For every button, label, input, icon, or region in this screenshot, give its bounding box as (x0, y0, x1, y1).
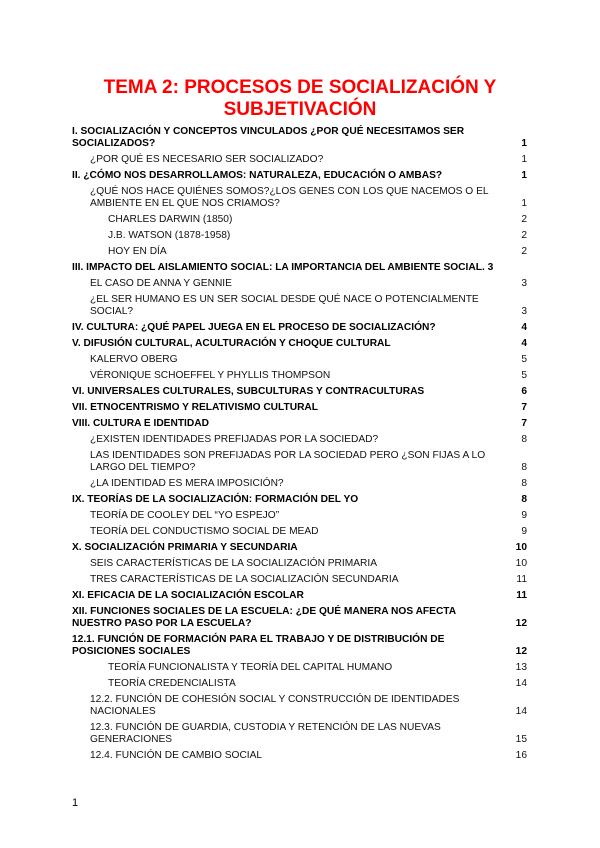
toc-entry-title: ¿EXISTEN IDENTIDADES PREFIJADAS POR LA SOCIEDAD? (90, 434, 379, 445)
toc-entry[interactable] (72, 126, 527, 150)
toc-entry-page: 5 (521, 370, 527, 381)
toc-entry[interactable] (72, 450, 527, 474)
toc-entry[interactable] (72, 678, 527, 690)
toc-entry-page: 9 (521, 526, 527, 537)
toc-entry-page: 8 (521, 478, 527, 489)
toc-entry[interactable] (72, 402, 527, 414)
document-title-line-2: SUBJETIVACIÓN (223, 99, 377, 120)
toc-entry-page: 14 (515, 706, 527, 717)
toc-entry-page: 3 (521, 278, 527, 289)
toc-entry-title: ¿LA IDENTIDAD ES MERA IMPOSICIÓN? (90, 478, 284, 489)
toc-entry-page: 6 (521, 386, 527, 397)
toc-entry-title: SEIS CARACTERÍSTICAS DE LA SOCIALIZACIÓN PRIMARIA (90, 558, 378, 569)
toc-entry[interactable] (72, 386, 527, 398)
toc-entry[interactable] (72, 214, 527, 226)
toc-entry[interactable] (72, 278, 527, 290)
toc-entry-page: 7 (521, 402, 527, 413)
toc-entry-title: HOY EN DÍA (108, 246, 167, 257)
toc-entry[interactable] (72, 154, 527, 166)
toc-entry[interactable] (72, 606, 527, 630)
toc-entry-page: 16 (515, 750, 527, 761)
toc-entry-title: 12.4. FUNCIÓN DE CAMBIO SOCIAL (90, 750, 263, 761)
toc-entry-page: 8 (521, 494, 527, 505)
toc-entry[interactable] (72, 262, 527, 274)
toc-entry[interactable] (72, 246, 527, 258)
toc-entry-title: II. ¿CÓMO NOS DESARROLLAMOS: NATURALEZA, EDUCACIÓN O AMBAS? (72, 170, 443, 181)
toc-entry[interactable] (72, 322, 527, 334)
toc-entry-title: VI. UNIVERSALES CULTURALES, SUBCULTURAS Y CONTRACULTURAS (72, 386, 425, 397)
toc-entry-title: ¿POR QUÉ ES NECESARIO SER SOCIALIZADO? (90, 154, 324, 165)
toc-entry-title: IX. TEORÍAS DE LA SOCIALIZACIÓN: FORMACIÓN DEL YO (72, 494, 359, 505)
toc-entry-title: X. SOCIALIZACIÓN PRIMARIA Y SECUNDARIA (72, 542, 298, 553)
toc-entry[interactable] (72, 354, 527, 366)
toc-entry-title: J.B. WATSON (1878-1958) (108, 230, 231, 241)
toc-entry[interactable] (72, 294, 527, 318)
toc-entry[interactable] (72, 542, 527, 554)
toc-entry[interactable] (72, 418, 527, 430)
toc-entry-page: 2 (521, 214, 527, 225)
toc-entry-page: 11 (516, 574, 527, 585)
toc-entry-page: 9 (521, 510, 527, 521)
toc-entry-page: 12 (515, 618, 527, 629)
page-number: 1 (72, 797, 79, 809)
toc-entry[interactable] (72, 662, 527, 674)
toc-entry[interactable] (72, 186, 527, 210)
toc-entry[interactable] (72, 510, 527, 522)
toc-entry-title: TEORÍA CREDENCIALISTA (108, 678, 236, 689)
toc-entry[interactable] (72, 590, 527, 602)
toc-entry-title: ¿EL SER HUMANO ES UN SER SOCIAL DESDE QUÉ NACE O POTENCIALMENTE SOCIAL? (90, 294, 479, 317)
toc-entry-title: V. DIFUSIÓN CULTURAL, ACULTURACIÓN Y CHOQUE CULTURAL (72, 338, 391, 349)
toc-entry[interactable] (72, 694, 527, 718)
toc-entry-page: 10 (515, 542, 527, 553)
toc-entry[interactable] (72, 338, 527, 350)
toc-entry-title: TRES CARACTERÍSTICAS DE LA SOCIALIZACIÓN SECUNDARIA (90, 574, 399, 585)
toc-entry[interactable] (72, 574, 527, 586)
toc-entry-page: 2 (521, 246, 527, 257)
toc-entry-page: 1 (521, 170, 527, 181)
toc-entry-page: 12 (515, 646, 527, 657)
toc-entry[interactable] (72, 478, 527, 490)
toc-entry-title: EL CASO DE ANNA Y GENNIE (90, 278, 232, 289)
toc-entry-title: IV. CULTURA: ¿QUÉ PAPEL JUEGA EN EL PROCESO DE SOCIALIZACIÓN? (72, 322, 436, 333)
toc-entry[interactable] (72, 526, 527, 538)
toc-entry-page: 11 (516, 590, 527, 601)
toc-entry[interactable] (72, 170, 527, 182)
toc-entry-title: TEORÍA DEL CONDUCTISMO SOCIAL DE MEAD (90, 526, 319, 537)
toc-entry-title: III. IMPACTO DEL AISLAMIENTO SOCIAL: LA IMPORTANCIA DEL AMBIENTE SOCIAL. 3 (72, 262, 494, 273)
toc-entry-page: 4 (521, 338, 527, 349)
toc-entry-page: 4 (521, 322, 527, 333)
toc-entry-title: ¿QUÉ NOS HACE QUIÉNES SOMOS?¿LOS GENES CON LOS QUE NACEMOS O EL AMBIENTE EN EL QUE NOS CRIAMOS? (90, 186, 489, 209)
toc-entry[interactable] (72, 230, 527, 242)
toc-entry-page: 8 (521, 434, 527, 445)
toc-entry-page: 15 (515, 734, 527, 745)
toc-entry[interactable] (72, 494, 527, 506)
toc-entry-title: VII. ETNOCENTRISMO Y RELATIVISMO CULTURAL (72, 402, 319, 413)
toc-entry-title: XII. FUNCIONES SOCIALES DE LA ESCUELA: ¿DE QUÉ MANERA NOS AFECTA NUESTRO PASO POR LA ESCUELA? (72, 606, 456, 629)
table-of-contents (72, 126, 527, 762)
toc-entry-page: 13 (515, 662, 527, 673)
toc-entry-page: 3 (521, 306, 527, 317)
toc-entry-title: 12.3. FUNCIÓN DE GUARDIA, CUSTODIA Y RETENCIÓN DE LAS NUEVAS GENERACIONES (90, 722, 441, 745)
toc-entry[interactable] (72, 634, 527, 658)
toc-entry[interactable] (72, 370, 527, 382)
toc-entry-page: 7 (521, 418, 527, 429)
toc-entry-title: TEORÍA DE COOLEY DEL “YO ESPEJO” (90, 510, 280, 521)
toc-entry-title: VÉRONIQUE SCHOEFFEL Y PHYLLIS THOMPSON (90, 370, 331, 381)
toc-entry-page: 1 (521, 138, 527, 149)
toc-entry-title: 12.2. FUNCIÓN DE COHESIÓN SOCIAL Y CONSTRUCCIÓN DE IDENTIDADES NACIONALES (90, 694, 460, 717)
toc-entry-page: 1 (521, 198, 527, 209)
toc-entry[interactable] (72, 722, 527, 746)
toc-entry-title: TEORÍA FUNCIONALISTA Y TEORÍA DEL CAPITAL HUMANO (108, 662, 393, 673)
toc-entry-title: I. SOCIALIZACIÓN Y CONCEPTOS VINCULADOS ¿POR QUÉ NECESITAMOS SER SOCIALIZADOS? (72, 126, 465, 149)
toc-entry-page: 14 (515, 678, 527, 689)
toc-entry-page: 5 (521, 354, 527, 365)
toc-entry-title: 12.1. FUNCIÓN DE FORMACIÓN PARA EL TRABAJO Y DE DISTRIBUCIÓN DE POSICIONES SOCIALES (72, 634, 445, 657)
toc-entry-title: LAS IDENTIDADES SON PREFIJADAS POR LA SOCIEDAD PERO ¿SON FIJAS A LO LARGO DEL TIEMPO? (90, 450, 486, 473)
toc-entry-page: 10 (515, 558, 527, 569)
toc-entry-title: KALERVO OBERG (90, 354, 178, 365)
toc-entry-title: XI. EFICACIA DE LA SOCIALIZACIÓN ESCOLAR (72, 590, 304, 601)
toc-entry-page: 8 (521, 462, 527, 473)
toc-entry[interactable] (72, 750, 527, 762)
toc-entry-title: VIII. CULTURA E IDENTIDAD (72, 418, 209, 429)
toc-entry[interactable] (72, 434, 527, 446)
document-title-line-1: TEMA 2: PROCESOS DE SOCIALIZACIÓN Y (103, 77, 497, 98)
toc-entry-page: 1 (521, 154, 527, 165)
toc-entry[interactable] (72, 558, 527, 570)
toc-entry-title: CHARLES DARWIN (1850) (108, 214, 233, 225)
toc-entry-page: 2 (521, 230, 527, 241)
